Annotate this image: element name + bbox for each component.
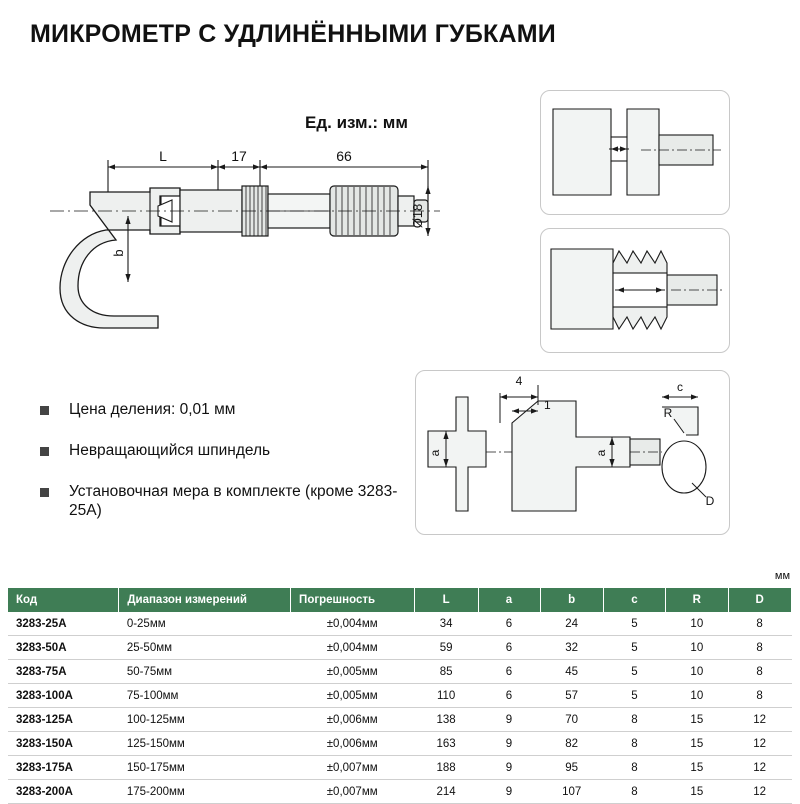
detail-label-a-left: a bbox=[428, 449, 442, 457]
cell-a: 9 bbox=[478, 708, 540, 732]
cell-L: 85 bbox=[415, 660, 479, 684]
cell-a: 9 bbox=[478, 732, 540, 756]
cell-b: 24 bbox=[540, 612, 604, 636]
cell-D: 12 bbox=[729, 780, 792, 804]
detail-label-R: R bbox=[663, 406, 673, 420]
table-unit-note: мм bbox=[774, 570, 790, 582]
micrometer-drawing bbox=[30, 130, 450, 350]
cell-R: 15 bbox=[666, 780, 729, 804]
units-label: Ед. изм.: мм bbox=[305, 113, 408, 132]
cell-c: 8 bbox=[604, 708, 666, 732]
cell-range: 125-150мм bbox=[119, 732, 291, 756]
dim-label-66: 66 bbox=[336, 148, 352, 164]
column-header-D: D bbox=[729, 588, 792, 612]
cell-c: 5 bbox=[604, 612, 666, 636]
cell-R: 10 bbox=[666, 612, 729, 636]
dim-label-diameter: Ø18 bbox=[410, 203, 425, 229]
bullet-square-icon bbox=[40, 488, 49, 497]
cell-range: 25-50мм bbox=[119, 636, 291, 660]
cell-R: 15 bbox=[666, 756, 729, 780]
dim-label-17: 17 bbox=[231, 148, 247, 164]
cell-tolerance: ±0,007мм bbox=[291, 756, 415, 780]
cell-L: 110 bbox=[415, 684, 479, 708]
cell-code: 3283-150A bbox=[8, 732, 119, 756]
cell-D: 8 bbox=[729, 684, 792, 708]
feature-text: Цена деления: 0,01 мм bbox=[69, 401, 236, 418]
table-header-row bbox=[8, 588, 792, 612]
cell-D: 8 bbox=[729, 612, 792, 636]
page-title: МИКРОМЕТР С УДЛИНЁННЫМИ ГУБКАМИ bbox=[30, 20, 556, 48]
cell-c: 5 bbox=[604, 636, 666, 660]
cell-R: 10 bbox=[666, 660, 729, 684]
cell-code: 3283-125A bbox=[8, 708, 119, 732]
feature-text: Установочная мера в комплекте (кроме 3283-25A) bbox=[69, 483, 398, 519]
table-row bbox=[8, 756, 792, 780]
cell-tolerance: ±0,006мм bbox=[291, 732, 415, 756]
cell-a: 6 bbox=[478, 612, 540, 636]
column-header-range: Диапазон измерений bbox=[119, 588, 291, 612]
dim-label-L: L bbox=[159, 148, 167, 164]
cell-L: 163 bbox=[415, 732, 479, 756]
column-header-L: L bbox=[415, 588, 479, 612]
list-item bbox=[40, 441, 420, 460]
cell-b: 57 bbox=[540, 684, 604, 708]
cell-L: 34 bbox=[415, 612, 479, 636]
column-header-b: b bbox=[540, 588, 604, 612]
bullet-square-icon bbox=[40, 447, 49, 456]
cell-tolerance: ±0,004мм bbox=[291, 612, 415, 636]
cell-D: 12 bbox=[729, 708, 792, 732]
spline-illustration-svg bbox=[541, 229, 729, 352]
cell-a: 9 bbox=[478, 756, 540, 780]
cell-code: 3283-50A bbox=[8, 636, 119, 660]
cell-code: 3283-25A bbox=[8, 612, 119, 636]
cell-c: 8 bbox=[604, 732, 666, 756]
dim-label-b: b bbox=[111, 249, 126, 257]
jaw-geometry-illustration bbox=[415, 370, 730, 535]
cell-D: 8 bbox=[729, 660, 792, 684]
cell-b: 107 bbox=[540, 780, 604, 804]
cell-L: 59 bbox=[415, 636, 479, 660]
cell-tolerance: ±0,004мм bbox=[291, 636, 415, 660]
column-header-R: R bbox=[666, 588, 729, 612]
cell-range: 100-125мм bbox=[119, 708, 291, 732]
cell-L: 214 bbox=[415, 780, 479, 804]
cell-c: 5 bbox=[604, 660, 666, 684]
cell-R: 10 bbox=[666, 684, 729, 708]
cell-range: 75-100мм bbox=[119, 684, 291, 708]
table-row bbox=[8, 732, 792, 756]
cell-b: 70 bbox=[540, 708, 604, 732]
detail-label-4: 4 bbox=[515, 374, 523, 388]
cell-R: 15 bbox=[666, 732, 729, 756]
table-row bbox=[8, 684, 792, 708]
column-header-tolerance: Погрешность bbox=[291, 588, 415, 612]
column-header-a: a bbox=[478, 588, 540, 612]
cell-c: 8 bbox=[604, 756, 666, 780]
feature-text: Невращающийся шпиндель bbox=[69, 442, 271, 459]
cell-range: 50-75мм bbox=[119, 660, 291, 684]
cell-b: 45 bbox=[540, 660, 604, 684]
detail-label-1: 1 bbox=[544, 398, 551, 412]
list-item bbox=[40, 482, 420, 520]
cell-L: 188 bbox=[415, 756, 479, 780]
cell-code: 3283-75A bbox=[8, 660, 119, 684]
cell-tolerance: ±0,007мм bbox=[291, 780, 415, 804]
groove-illustration-svg bbox=[541, 91, 729, 214]
micrometer-svg bbox=[30, 130, 450, 350]
cell-L: 138 bbox=[415, 708, 479, 732]
cell-b: 32 bbox=[540, 636, 604, 660]
detail-label-a-right: a bbox=[594, 449, 608, 457]
cell-tolerance: ±0,006мм bbox=[291, 708, 415, 732]
table-row bbox=[8, 708, 792, 732]
cell-D: 12 bbox=[729, 756, 792, 780]
cell-a: 9 bbox=[478, 780, 540, 804]
cell-a: 6 bbox=[478, 636, 540, 660]
cell-tolerance: ±0,005мм bbox=[291, 684, 415, 708]
cell-R: 10 bbox=[666, 636, 729, 660]
cell-code: 3283-100A bbox=[8, 684, 119, 708]
cell-D: 8 bbox=[729, 636, 792, 660]
cell-range: 175-200мм bbox=[119, 780, 291, 804]
cell-range: 150-175мм bbox=[119, 756, 291, 780]
cell-a: 6 bbox=[478, 684, 540, 708]
feature-list bbox=[40, 400, 420, 542]
cell-b: 82 bbox=[540, 732, 604, 756]
cell-code: 3283-200A bbox=[8, 780, 119, 804]
detail-label-D: D bbox=[705, 494, 715, 508]
cell-R: 15 bbox=[666, 708, 729, 732]
cell-range: 0-25мм bbox=[119, 612, 291, 636]
cell-c: 8 bbox=[604, 780, 666, 804]
application-illustration-spline bbox=[540, 228, 730, 353]
cell-code: 3283-175A bbox=[8, 756, 119, 780]
table-row bbox=[8, 636, 792, 660]
table-row bbox=[8, 660, 792, 684]
cell-D: 12 bbox=[729, 732, 792, 756]
bullet-square-icon bbox=[40, 406, 49, 415]
application-illustration-groove bbox=[540, 90, 730, 215]
list-item bbox=[40, 400, 420, 419]
cell-tolerance: ±0,005мм bbox=[291, 660, 415, 684]
jaw-geometry-svg bbox=[416, 371, 729, 534]
cell-a: 6 bbox=[478, 660, 540, 684]
column-header-c: c bbox=[604, 588, 666, 612]
cell-c: 5 bbox=[604, 684, 666, 708]
table-row bbox=[8, 612, 792, 636]
column-header-code: Код bbox=[8, 588, 119, 612]
specifications-table bbox=[8, 588, 792, 804]
detail-label-c: c bbox=[677, 380, 683, 394]
cell-b: 95 bbox=[540, 756, 604, 780]
